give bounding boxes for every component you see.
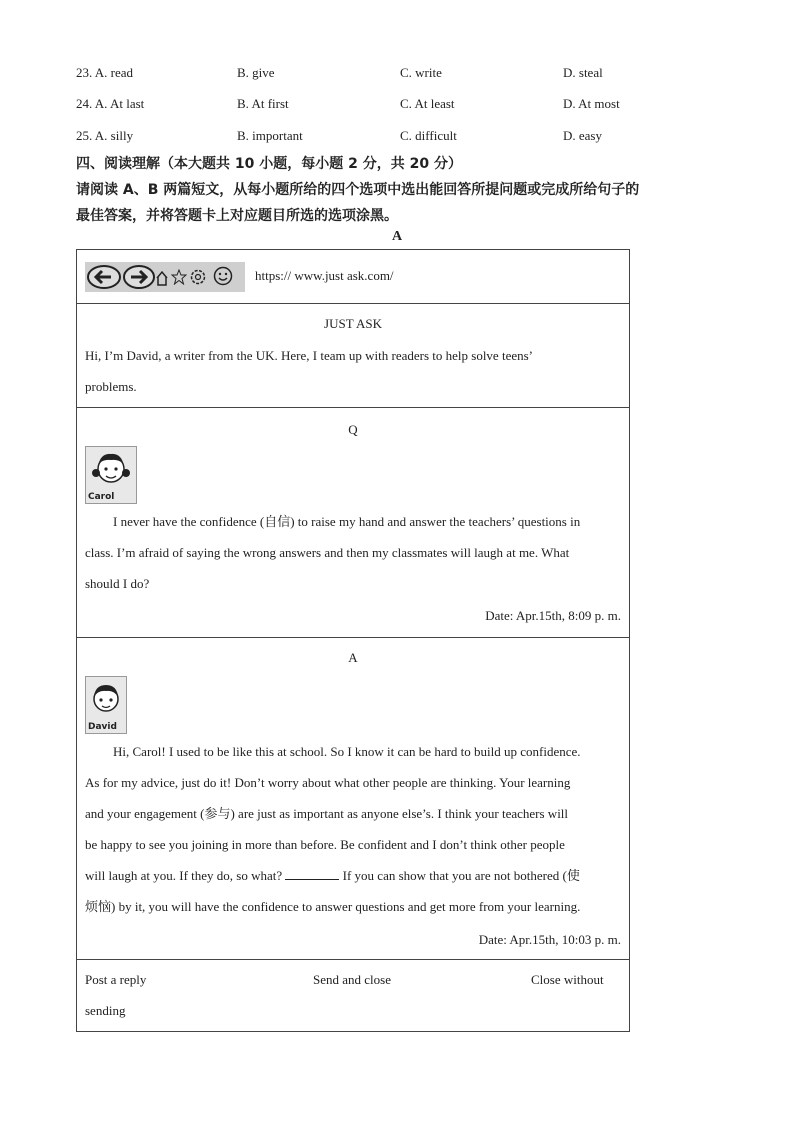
option-25-a: 25. A. silly xyxy=(76,128,134,143)
option-24-b: B. At first xyxy=(237,96,289,111)
close-without-button[interactable]: Close without xyxy=(531,972,604,987)
option-23-b: B. give xyxy=(237,65,275,80)
url-address[interactable]: https:// www.just ask.com/ xyxy=(255,268,394,283)
answer-line-2: As for my advice, just do it! Don’t worry about what other people are thinking. Your learning xyxy=(85,775,571,790)
answer-label: A xyxy=(348,650,358,665)
answer-line-5 xyxy=(85,860,621,891)
question-date: Date: Apr.15th, 8:09 p. m. xyxy=(485,608,621,623)
question-label: Q xyxy=(348,422,358,437)
answer-blank xyxy=(285,867,339,880)
answer-line-5-end: If you can show that you are not bothered (使 xyxy=(342,868,580,883)
option-row-23 xyxy=(76,65,716,85)
option-25-b: B. important xyxy=(237,128,303,143)
avatar xyxy=(85,676,127,734)
option-24-a: 24. A. At last xyxy=(76,96,145,111)
question-line-2: class. I’m afraid of saying the wrong answers and then my classmates will laugh at me. What xyxy=(85,545,570,560)
passage-label: A xyxy=(391,229,403,244)
post-reply-button[interactable]: Post a reply xyxy=(85,972,147,987)
back-arrow-icon[interactable] xyxy=(87,265,121,289)
post-reply-button-line-2[interactable]: sending xyxy=(85,1003,126,1018)
answer-line-6: 烦恼) by it, you will have the confidence to answer questions and get more from your learning. xyxy=(85,899,581,914)
option-23-d: D. steal xyxy=(563,65,603,80)
answer-line-5-start: will laugh at you. If they do, so what? xyxy=(85,868,283,883)
section-heading: 四、阅读理解（本大题共 10 小题，每小题 2 分，共 20 分） xyxy=(76,156,462,172)
instructions-line-2: 最佳答案，并将答题卡上对应题目所选的选项涂黑。 xyxy=(76,208,398,224)
avatar-name: David xyxy=(88,722,117,732)
avatar-name: Carol xyxy=(88,492,115,502)
question-line-3: should I do? xyxy=(85,576,150,591)
option-row-25 xyxy=(76,128,716,148)
answer-line-3: and your engagement (参与) are just as important as anyone else’s. I think your teachers will xyxy=(85,806,569,821)
option-23-a: 23. A. read xyxy=(76,65,134,80)
browser-bar xyxy=(77,250,629,304)
option-row-24 xyxy=(76,96,716,116)
send-and-close-button[interactable]: Send and close xyxy=(313,972,391,987)
option-25-d: D. easy xyxy=(563,128,602,143)
option-24-d: D. At most xyxy=(563,96,620,111)
gear-icon[interactable] xyxy=(189,268,207,286)
avatar xyxy=(85,446,137,504)
instructions-line-1: 请阅读 A、B 两篇短文，从每小题所给的四个选项中选出能回答所提问题或完成所给句子的 xyxy=(76,182,640,198)
boy-face-icon xyxy=(86,677,126,721)
answer-section xyxy=(77,638,629,960)
star-icon[interactable] xyxy=(171,269,187,285)
browser-toolbar xyxy=(85,262,245,292)
girl-face-icon xyxy=(86,447,136,491)
reply-actions xyxy=(77,960,629,1033)
question-section xyxy=(77,408,629,638)
option-25-c: C. difficult xyxy=(400,128,457,143)
answer-line-4: be happy to see you joining in more than before. Be confident and I don’t think other people xyxy=(85,837,565,852)
site-intro xyxy=(77,304,629,408)
forward-arrow-icon[interactable] xyxy=(123,265,155,289)
webpage-box xyxy=(76,249,630,1032)
option-24-c: C. At least xyxy=(400,96,455,111)
site-intro-line-1: Hi, I’m David, a writer from the UK. Here, I team up with readers to help solve teens’ xyxy=(85,348,533,363)
site-intro-line-2: problems. xyxy=(85,379,137,394)
home-icon[interactable] xyxy=(155,269,169,287)
question-line-1: I never have the confidence (自信) to raise my hand and answer the teachers’ questions in xyxy=(113,514,581,529)
smiley-icon[interactable] xyxy=(213,266,233,286)
answer-line-1: Hi, Carol! I used to be like this at school. So I know it can be hard to build up confidence. xyxy=(113,744,581,759)
option-23-c: C. write xyxy=(400,65,442,80)
answer-date: Date: Apr.15th, 10:03 p. m. xyxy=(478,932,621,947)
site-title: JUST ASK xyxy=(324,316,382,331)
